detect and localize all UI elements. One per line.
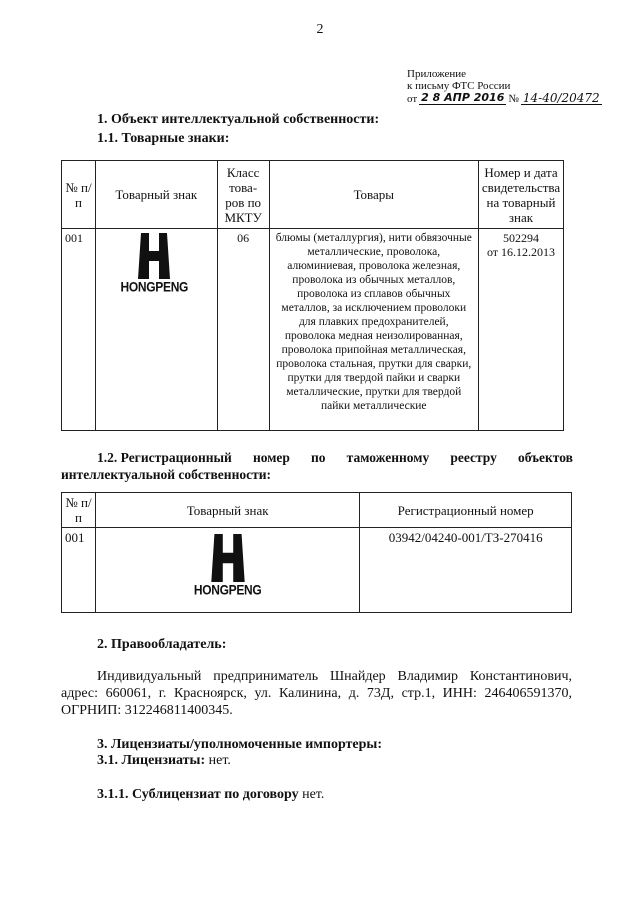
section3-title: 3. Лицензиаты/уполномоченные импортеры:: [97, 737, 383, 752]
s12-word: объектов: [517, 450, 573, 465]
logo-text: HONGPENG: [193, 581, 262, 599]
trademarks-table: [61, 160, 564, 431]
sublicensee-value: нет.: [302, 787, 325, 802]
licensees-value: нет.: [208, 753, 231, 768]
trademark-logo: [99, 534, 356, 597]
section1-title: 1. Объект интеллектуальной собственности:: [97, 112, 380, 127]
cert-number: 502294: [502, 231, 539, 245]
appendix-line1: Приложение: [407, 68, 467, 80]
s12-word: номер: [252, 450, 290, 465]
s12-word: 1.2. Регистрационный: [97, 450, 232, 465]
section3-1-1-title: [97, 787, 324, 803]
row-reg-number: 03942/04240-001/ТЗ-270416: [360, 528, 572, 613]
section1-2-title: [61, 449, 573, 483]
section3-1-title: [97, 753, 231, 769]
logo-text: HONGPENG: [120, 278, 189, 296]
col-header-trademark: Товарный знак: [95, 161, 217, 229]
registry-table-header: [62, 493, 572, 528]
trademark-logo: [95, 233, 214, 294]
col-header-trademark: Товарный знак: [95, 493, 359, 528]
col-header-cert: Номер и дата свидетельства на товарный знак: [478, 161, 563, 229]
row-goods: блюмы (металлургия), нити обвязочные металлические, проволока, алюминиевая, проволока железная, проволока из обычных металлов, проволока из сплавов обычных металлов, за исключением проволоки для плавких предохранителей, проволока медная неизолированная, проволока припойная металлическая, проволока стальная, прутки для сварки, прутки для твердой пайки и сварки металлические, прутки для твердой пайки металлические: [269, 229, 478, 431]
trademark-cell: [95, 229, 217, 431]
table-row: [62, 528, 572, 613]
cert-date: от 16.12.2013: [486, 245, 556, 259]
right-holder-text: [61, 668, 572, 719]
section1-1-title: 1.1. Товарные знаки:: [97, 131, 230, 146]
appendix-line2: к письму ФТС России: [407, 80, 511, 92]
col-header-num: № п/п: [62, 161, 96, 229]
trademarks-table-header: [62, 161, 564, 229]
section1-2-line1: [61, 449, 573, 466]
table-row: [62, 229, 564, 431]
s12-word: реестру: [450, 450, 497, 465]
row-num: 001: [62, 528, 96, 613]
hongpeng-logo-icon: [137, 233, 171, 279]
licensees-label: 3.1. Лицензиаты:: [97, 753, 206, 768]
hongpeng-logo-icon: [209, 534, 247, 582]
page-number: 2: [316, 22, 324, 37]
col-header-reg-number: Регистрационный номер: [360, 493, 572, 528]
col-header-class: Класс това-ров по МКТУ: [217, 161, 269, 229]
row-num: 001: [62, 229, 96, 431]
appendix-from: от: [407, 93, 418, 105]
appendix-date-line: [407, 92, 607, 105]
appendix-stamp: [407, 68, 607, 105]
col-header-goods: Товары: [269, 161, 478, 229]
s12-word: таможенному: [346, 450, 430, 465]
section2-title: 2. Правообладатель:: [97, 637, 227, 652]
appendix-date: 2 8 АПР 2016: [421, 91, 505, 104]
sublicensee-label: 3.1.1. Сублицензиат по договору: [97, 787, 299, 802]
row-cert: [478, 229, 563, 431]
row-class: 06: [217, 229, 269, 431]
right-holder-details: Индивидуальный предприниматель Шнайдер Владимир Константинович, адрес: 660061, г. Красноярск, ул. Калинина, д. 73Д, стр.1, ИНН: 246406591370, ОГРНИП: 312246811400345.: [61, 669, 572, 718]
section1-2-line2: интеллектуальной собственности:: [61, 467, 271, 482]
s12-word: по: [311, 450, 326, 465]
appendix-number: 14-40/20472: [522, 91, 600, 105]
col-header-num: № п/п: [62, 493, 96, 528]
registry-table: [61, 492, 572, 613]
appendix-num-sign: №: [508, 93, 519, 105]
trademark-cell: [95, 528, 359, 613]
